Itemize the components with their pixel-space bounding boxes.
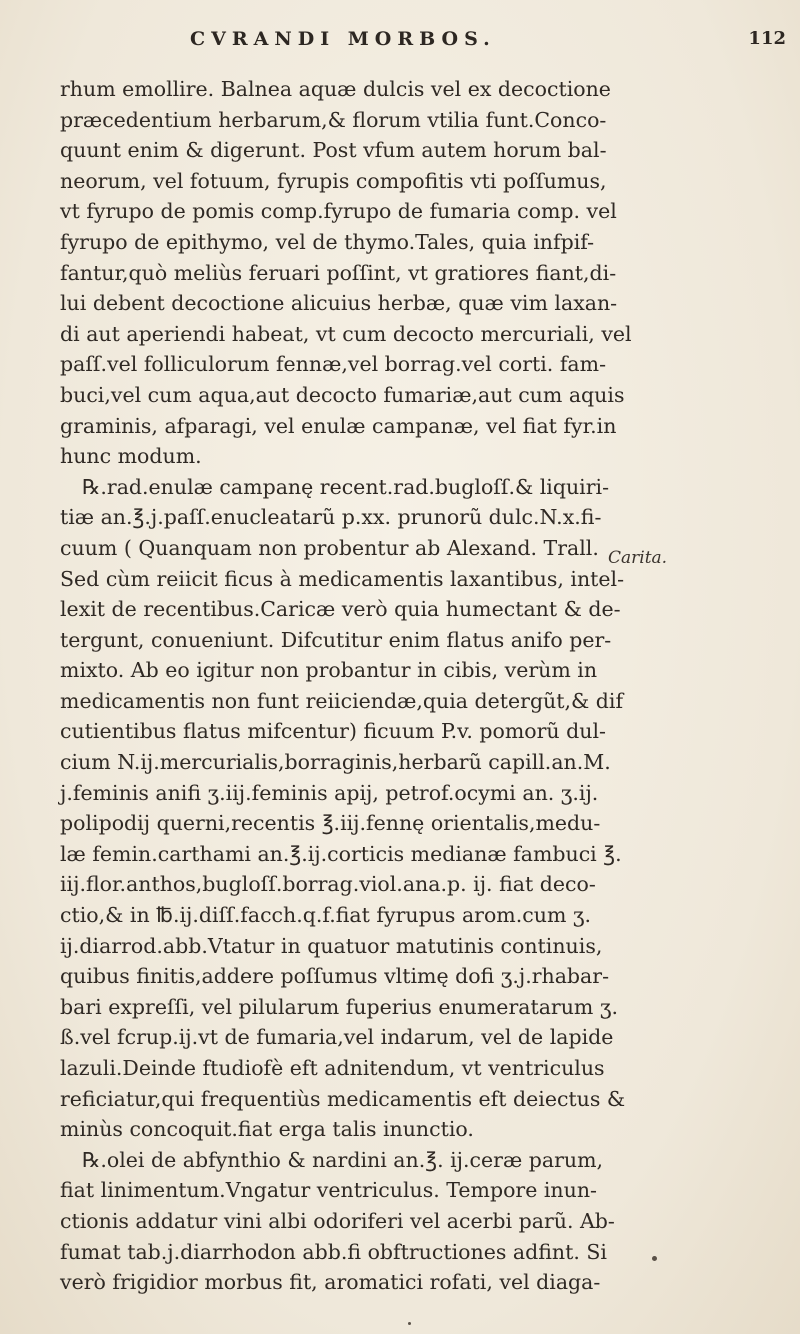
text-line: medicamentis non funt reiiciendæ,quia detergũt,& dif	[60, 688, 624, 713]
text-line: mixto. Ab eo igitur non probantur in cibis, verùm in	[60, 658, 598, 683]
recipe-line: ℞.olei de abfynthio & nardini an.℥. ij.ceræ parum,	[82, 1147, 604, 1172]
text-line: fyrupo de epithymo, vel de thymo.Tales, quia infpif-	[60, 229, 595, 254]
text-line: reficiatur,qui frequentiùs medicamentis eft deiectus &	[60, 1086, 626, 1111]
text-line: Sed cùm reiicit ficus à medicamentis laxantibus, intel-	[60, 566, 625, 591]
text-line: hunc modum.	[60, 444, 202, 469]
text-line: læ femin.carthami an.℥.ij.corticis medianæ fambuci ℥.	[60, 841, 622, 866]
text-line: præcedentium herbarum,& florum vtilia funt.Conco-	[60, 107, 607, 132]
text-line: fiat linimentum.Vngatur ventriculus. Tempore inun-	[60, 1178, 597, 1203]
text-line: tiæ an.℥.j.paſſ.enucleatarũ p.xx. prunorũ dulc.N.x.fi-	[60, 505, 602, 530]
running-head: CVRANDI MORBOS.	[190, 28, 496, 50]
text-line: lexit de recentibus.Caricæ verò quia humectant & de-	[60, 597, 621, 622]
text-line: buci,vel cum aqua,aut decocto fumariæ,aut cum aquis	[60, 382, 625, 407]
text-line: ij.diarrod.abb.Vtatur in quatuor matutinis continuis,	[60, 933, 603, 958]
text-line: cuum ( Quanquam non probentur ab Alexand. Trall.	[60, 535, 599, 560]
text-line: lui debent decoctione alicuius herbæ, quæ vim laxan-	[60, 291, 618, 316]
text-line: cium N.ij.mercurialis,borraginis,herbarũ capill.an.M.	[60, 750, 611, 775]
text-line: fantur,quò meliùs feruari poſſint, vt gratiores fiant,di-	[60, 260, 617, 285]
page-header	[190, 22, 786, 58]
text-line: quunt enim & digerunt. Post vfum autem horum bal-	[60, 138, 607, 163]
body-text	[60, 74, 632, 1298]
text-line: minùs concoquit.fiat erga talis inunctio.	[60, 1117, 474, 1142]
text-line: rhum emollire. Balnea aquæ dulcis vel ex decoctione	[60, 77, 611, 101]
text-line: graminis, afparagi, vel enulæ campanæ, vel fiat fyr.in	[60, 413, 617, 438]
text-line: tergunt, conueniunt. Difcutitur enim flatus anifo per-	[60, 627, 612, 652]
text-line: cutientibus flatus mifcentur) ficuum P.v. pomorũ dul-	[60, 719, 606, 744]
text-line: quibus finitis,addere poſſumus vltimę dofi ʒ.j.rhabar-	[60, 964, 610, 989]
text-line: lazuli.Deinde ftudiofè eft adnitendum, vt ventriculus	[60, 1056, 605, 1080]
ink-speck	[408, 1322, 411, 1325]
text-line: fumat tab.j.diarrhodon abb.fi obftructiones adfint. Si	[60, 1239, 607, 1264]
marginal-note: Carita.	[608, 548, 668, 568]
text-line: bari expreſſi, vel pilularum fuperius enumeratarum ʒ.	[60, 994, 618, 1019]
page-number: 112	[748, 28, 786, 49]
text-line: polipodij querni,recentis ℥.iij.fennę orientalis,medu-	[60, 811, 601, 836]
text-line: vt fyrupo de pomis comp.fyrupo de fumaria comp. vel	[60, 199, 617, 224]
recipe-line: ℞.rad.enulæ campanę recent.rad.bugloſſ.& liquiri-	[82, 474, 610, 499]
text-line: j.feminis anifi ʒ.iij.feminis apij, petrof.ocymi an. ʒ.ij.	[60, 780, 599, 805]
text-line: iij.flor.anthos,bugloſſ.borrag.viol.ana.p. ij. fiat deco-	[60, 872, 596, 897]
ink-speck	[652, 1256, 657, 1261]
text-line: ctio,& in ℔.ij.diſſ.facch.q.f.fiat fyrupus arom.cum ʒ.	[60, 903, 591, 928]
text-line: neorum, vel fotuum, fyrupis compofitis vti poſſumus,	[60, 168, 607, 193]
text-line: paſſ.vel folliculorum fennæ,vel borrag.vel corti. fam-	[60, 352, 606, 377]
text-line: di aut aperiendi habeat, vt cum decocto mercuriali, vel	[60, 321, 632, 346]
text-line: verò frigidior morbus fit, aromatici rofati, vel diaga-	[60, 1270, 601, 1295]
text-line: ctionis addatur vini albi odoriferi vel acerbi parũ. Ab-	[60, 1208, 615, 1233]
text-line: ß.vel fcrup.ij.vt de fumaria,vel indarum, vel de lapide	[60, 1025, 614, 1050]
